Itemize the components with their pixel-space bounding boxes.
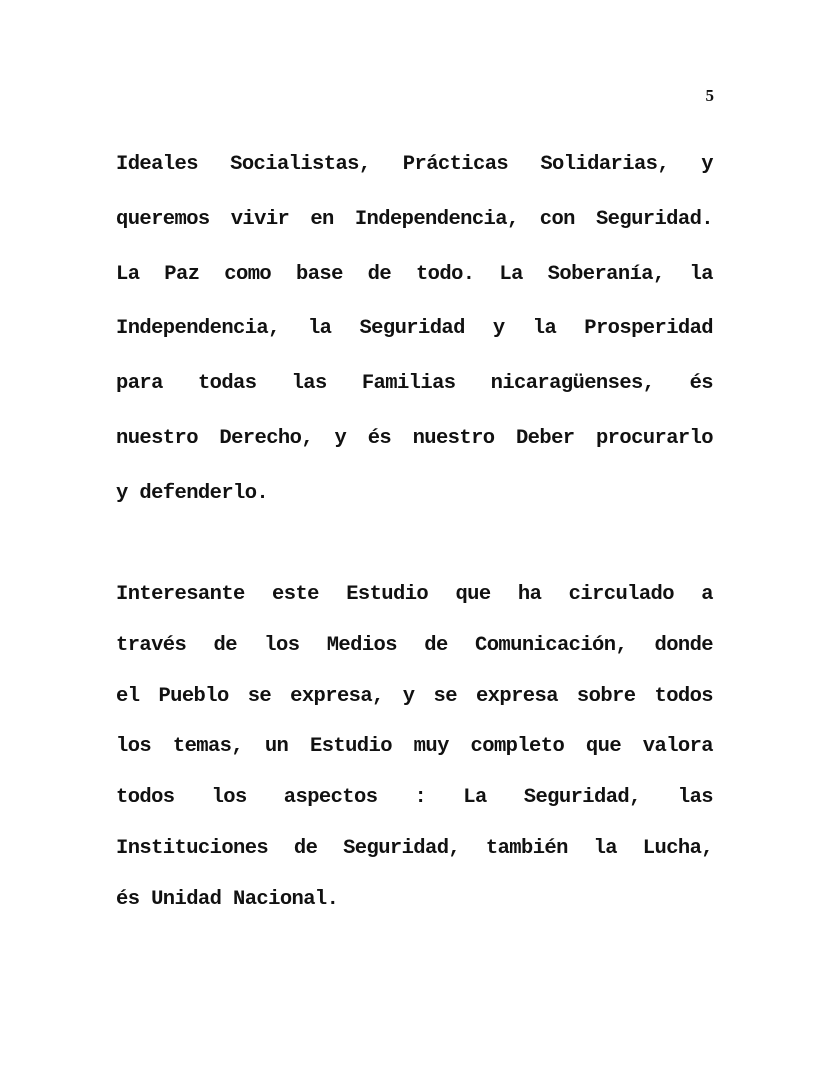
text-line bbox=[116, 581, 713, 632]
text-line-content: todos los aspectos : La Seguridad, las bbox=[116, 786, 713, 810]
page-number: 5 bbox=[705, 86, 714, 105]
text-line-content: Interesante este Estudio que ha circulado a bbox=[116, 583, 713, 606]
text-line bbox=[116, 632, 713, 683]
text-line bbox=[116, 886, 713, 937]
text-line bbox=[116, 835, 713, 886]
text-line-content: La Paz como base de todo. La Soberanía, la bbox=[116, 262, 713, 286]
text-line-content: queremos vivir en Independencia, con Seguridad. bbox=[116, 207, 713, 231]
paragraph-1 bbox=[116, 151, 713, 535]
text-line bbox=[116, 683, 713, 734]
text-line bbox=[116, 370, 713, 425]
paragraph-2 bbox=[116, 581, 713, 937]
text-line bbox=[116, 425, 713, 480]
text-line-content: nuestro Derecho, y és nuestro Deber procurarlo bbox=[116, 426, 713, 450]
text-line-content: para todas las Familias nicaragüenses, és bbox=[116, 372, 713, 396]
text-line bbox=[116, 261, 713, 316]
text-line bbox=[116, 480, 713, 535]
text-line-content: el Pueblo se expresa, y se expresa sobre todos bbox=[116, 684, 713, 708]
text-line bbox=[116, 784, 713, 835]
text-line-content: és Unidad Nacional. bbox=[116, 887, 339, 911]
text-line-content: y defenderlo. bbox=[116, 481, 269, 505]
text-line-content: los temas, un Estudio muy completo que valora bbox=[116, 735, 713, 759]
text-line-content: través de los Medios de Comunicación, donde bbox=[116, 633, 713, 657]
text-line bbox=[116, 733, 713, 784]
text-line-content: Instituciones de Seguridad, también la Lucha, bbox=[116, 836, 713, 860]
text-line-content: Ideales Socialistas, Prácticas Solidarias, y bbox=[116, 153, 713, 176]
text-line-content: Independencia, la Seguridad y la Prosperidad bbox=[116, 317, 713, 341]
text-line bbox=[116, 315, 713, 370]
text-line bbox=[116, 151, 713, 206]
text-line bbox=[116, 206, 713, 261]
